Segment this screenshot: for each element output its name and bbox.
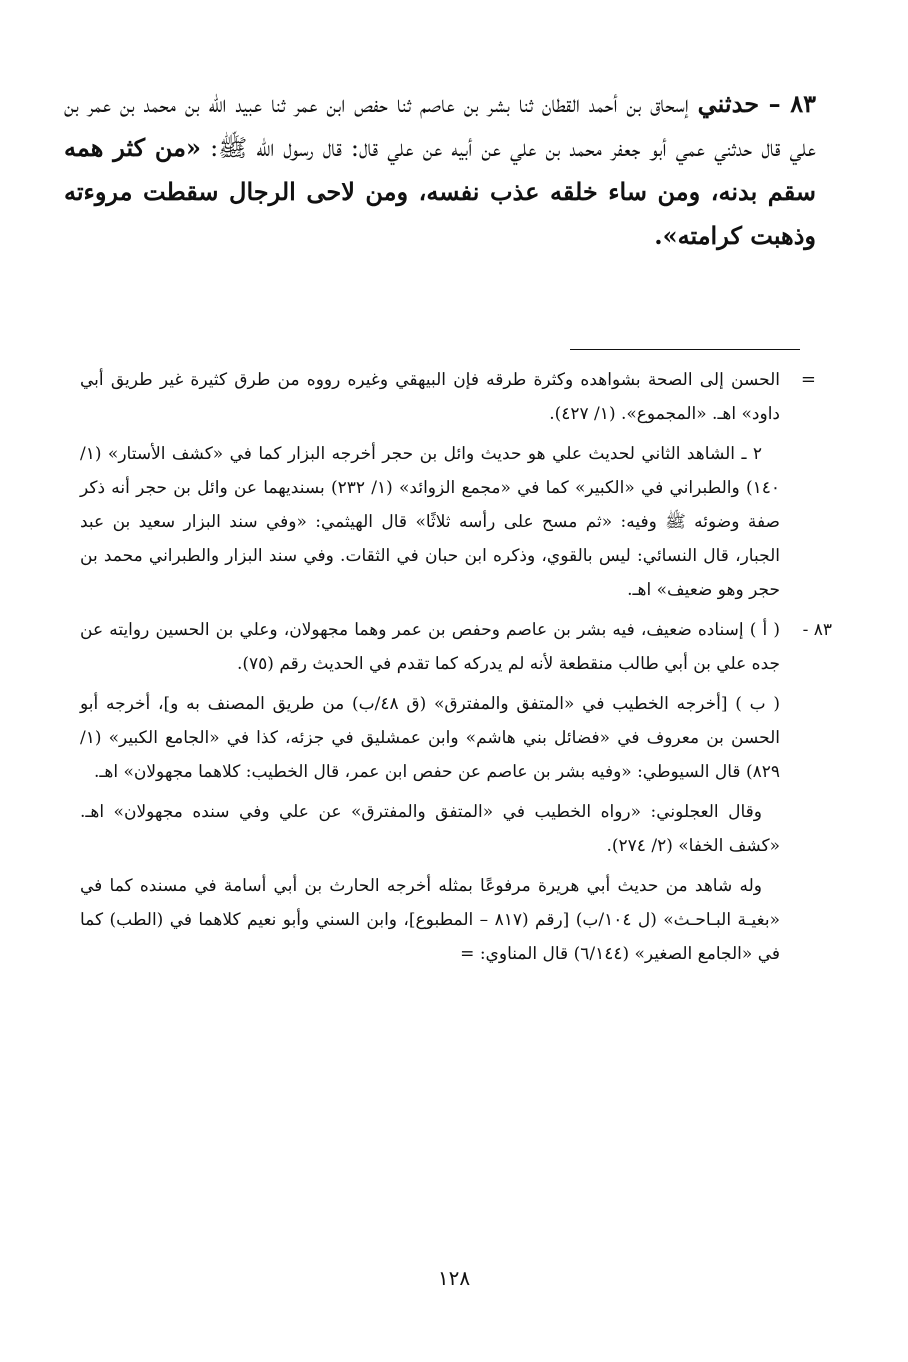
- footnote-text: وله شاهد من حديث أبي هريرة مرفوعًا بمثله أخرجه الحارث بن أبي أسامة في مسنده كما في «بغيـة البـاحـث» (ل ١٠٤/ب) [رقم (٨١٧ – المطبوع]، وابن السني وأبو نعيم كلاهما في (الطب) كما في «الجامع الصغير» (٦/١٤٤) قال المناوي:: [80, 876, 781, 964]
- footnote-paragraph: وقال العجلوني: «رواه الخطيب في «المتفق والمفترق» عن علي وفي سنده مجهولان» اهـ. «كشف الخفا» (٢/ ٢٧٤).: [80, 802, 780, 856]
- footnote-paragraph: ٢ ـ الشاهد الثاني لحديث علي هو حديث وائل بن حجر أخرجه البزار كما في «كشف الأستار» (١/ ١٤٠) والطبراني في «الكبير» كما في «مجمع الزوائد» (١/ ٢٣٢) بسنديهما عن وائل بن حجر أنه ذكر صفة وضوئه ﷺ وفيه: «ثم مسح على رأسه ثلاثًا» قال الهيثمي: «وفي سند البزار سعيد بن عبد الجبار، قال النسائي: ليس بالقوي، وذكره ابن حبان في الثقات. وفي سند البزار والطبراني محمد بن حجر وهو ضعيف» اهـ.: [80, 444, 780, 600]
- footnotes: [80, 363, 832, 977]
- continuation-mark: =: [800, 369, 816, 390]
- hadith-isnad: إسحاق بن أحمد القطان ثنا بشر بن عاصم ثنا حفص ابن عمر ثنا عبيد الله بن محمد بن عمر بن علي قال حدثني عمي أبو جعفر محمد بن علي عن أبيه عن علي قال: قال رسول الله ﷺ:: [64, 90, 816, 162]
- footnote-paragraph: [80, 869, 780, 971]
- continuation-mark: =: [460, 944, 475, 964]
- footnote-continuation: [80, 363, 816, 431]
- footnote-83a: [80, 613, 832, 681]
- hadith-number: ٨٣ – حدثني: [697, 89, 816, 118]
- footnote-83b: ( ب ) [أخرجه الخطيب في «المتفق والمفترق» (ق ٤٨/ب) من طريق المصنف به و]، أخرجه أبو الحسن بن معروف في «فضائل بني هاشم» وابن عمشليق في جزئه، كذا في «الجامع الكبير» (١/ ٨٢٩) قال السيوطي: «وفيه بشر بن عاصم عن حفص ابن عمر، قال الخطيب: كلاهما مجهولان» اهـ.: [80, 694, 780, 782]
- footnote-divider: [570, 349, 800, 350]
- footnote-text: ( أ ) إسناده ضعيف، فيه بشر بن عاصم وحفص بن عمر وهما مجهولان، وعلي بن الحسين روايته عن جده علي بن أبي طالب منقطعة لأنه لم يدركه كما تقدم في الحديث رقم (٧٥).: [80, 620, 780, 674]
- footnote-number: ٨٣ -: [802, 620, 832, 640]
- hadith-matn: «من كثر همه سقم بدنه، ومن ساء خلقه عذب نفسه، ومن لاحى الرجال سقطت مروءته وذهبت كرامته».: [64, 133, 817, 250]
- page-number: ١٢٨: [437, 1266, 471, 1290]
- footnote-text: الحسن إلى الصحة بشواهده وكثرة طرقه فإن البيهقي وغيره رووه من طرق كثيرة غير طريق أبي داود» اهـ. «المجموع». (١/ ٤٢٧).: [80, 370, 780, 424]
- hadith-text: [64, 82, 816, 258]
